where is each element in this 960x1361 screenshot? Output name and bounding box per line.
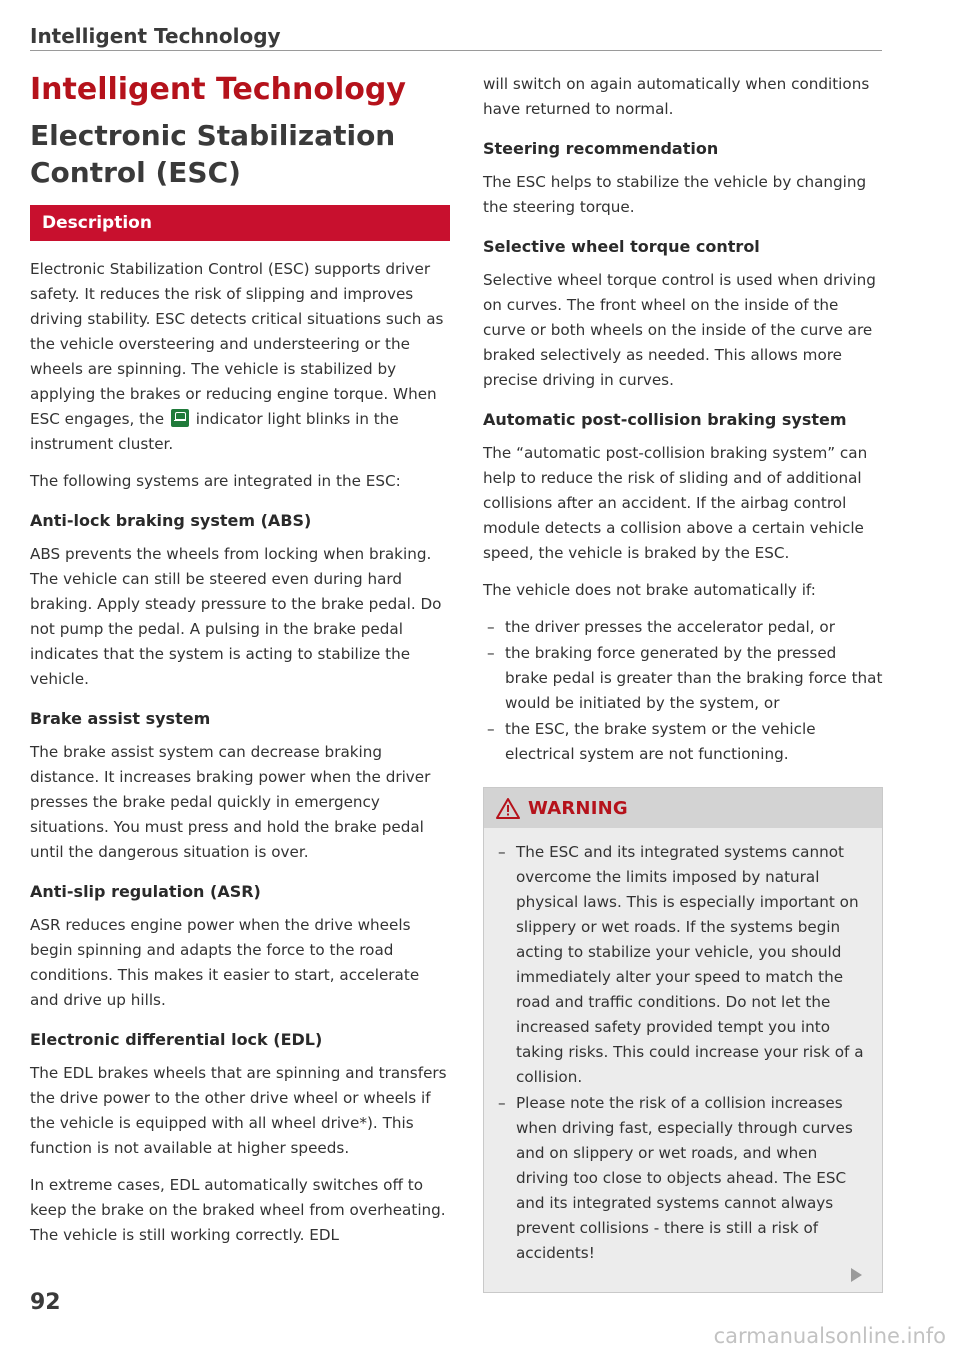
noauto-intro: The vehicle does not brake automatically if: — [483, 581, 816, 599]
list-item: – The ESC and its integrated systems cannot overcome the limits imposed by natural physical laws. This is especially important on slippery or wet roads. If the systems begin acting to stabilize your vehicle, you should immediately alter your speed to match the road and traffic conditions. Do not let the increased safety provided tempt you into taking risks. This could increase your risk of a collision. — [494, 840, 868, 1090]
page-number: 92 — [30, 1290, 61, 1315]
asr-text: ASR reduces engine power when the drive wheels begin spinning and adapts the force to the road conditions. This makes it easier to start, accelerate and drive up hills. — [30, 916, 420, 1009]
brake-assist-heading: Brake assist system — [30, 709, 211, 728]
brake-assist-text: The brake assist system can decrease braking distance. It increases braking power when the driver presses the brake pedal quickly in emergency situations. You must press and hold the brake pedal until the dangerous situation is over. — [30, 743, 431, 861]
integrated-intro: The following systems are integrated in the ESC: — [30, 472, 401, 490]
warning-triangle-icon — [496, 797, 520, 819]
next-page-arrow-icon — [851, 1268, 862, 1282]
intro-paragraph — [30, 257, 450, 457]
list-item: – the ESC, the brake system or the vehicle electrical system are not functioning. — [483, 717, 883, 767]
intro-text-after: indicator light blinks in the instrument cluster. — [30, 410, 399, 453]
page-title: Intelligent Technology — [30, 72, 406, 107]
watermark: carmanualsonline.info — [713, 1324, 946, 1348]
intro-text-before: Electronic Stabilization Control (ESC) supports driver safety. It reduces the risk of slipping and improves driving stability. ESC detects critical situations such as the vehicle oversteering and understeering or the wheels are spinning. The vehicle is stabilized by applying the brakes or reducing engine torque. When ESC engages, the — [30, 260, 444, 428]
abs-heading: Anti-lock braking system (ABS) — [30, 511, 312, 530]
chapter-subtitle: Electronic Stabilization Control (ESC) — [30, 119, 396, 189]
postcollision-heading: Automatic post-collision braking system — [483, 410, 847, 429]
running-header: Intelligent Technology — [30, 24, 281, 48]
abs-text: ABS prevents the wheels from locking when braking. The vehicle can still be steered even during hard braking. Apply steady pressure to the brake pedal. Do not pump the pedal. A pulsing in the brake pedal indicates that the system is acting to stabilize the vehicle. — [30, 545, 442, 688]
postcollision-text: The “automatic post-collision braking system” can help to reduce the risk of sliding and of additional collisions after an accident. If the airbag control module detects a collision above a certain vehicle speed, the vehicle is braked by the ESC. — [483, 444, 868, 562]
steering-heading: Steering recommendation — [483, 139, 719, 158]
section-bar-description: Description — [30, 205, 450, 241]
edl-heading: Electronic differential lock (EDL) — [30, 1030, 323, 1049]
torque-heading: Selective wheel torque control — [483, 237, 760, 256]
noauto-list — [483, 615, 883, 767]
edl-continued: will switch on again automatically when conditions have returned to normal. — [483, 75, 870, 118]
left-column — [30, 72, 450, 1260]
header-rule — [30, 50, 882, 51]
warning-header — [484, 788, 882, 828]
esc-indicator-icon — [171, 409, 189, 427]
warning-title: WARNING — [528, 797, 628, 819]
edl-text-2: In extreme cases, EDL automatically switches off to keep the brake on the braked wheel from overheating. The vehicle is still working correctly. EDL — [30, 1176, 446, 1244]
warning-list — [494, 840, 868, 1266]
warning-body — [484, 828, 882, 1292]
list-item: – the braking force generated by the pressed brake pedal is greater than the braking force that would be initiated by the system, or — [483, 641, 883, 716]
warning-box — [483, 787, 883, 1293]
asr-heading: Anti-slip regulation (ASR) — [30, 882, 261, 901]
list-item: – Please note the risk of a collision increases when driving fast, especially through curves and on slippery or wet roads, and when driving too close to objects ahead. The ESC and its integrated systems cannot always prevent collisions - there is still a risk of accidents! — [494, 1091, 868, 1266]
torque-text: Selective wheel torque control is used when driving on curves. The front wheel on the inside of the curve or both wheels on the inside of the curve are braked selectively as needed. This allows more precise driving in curves. — [483, 271, 876, 389]
list-item: – the driver presses the accelerator pedal, or — [483, 615, 883, 640]
right-column — [483, 72, 883, 1293]
steering-text: The ESC helps to stabilize the vehicle by changing the steering torque. — [483, 173, 867, 216]
edl-text: The EDL brakes wheels that are spinning and transfers the drive power to the other drive wheel or wheels if the vehicle is equipped with all wheel drive*). This function is not available at higher speeds. — [30, 1064, 447, 1157]
